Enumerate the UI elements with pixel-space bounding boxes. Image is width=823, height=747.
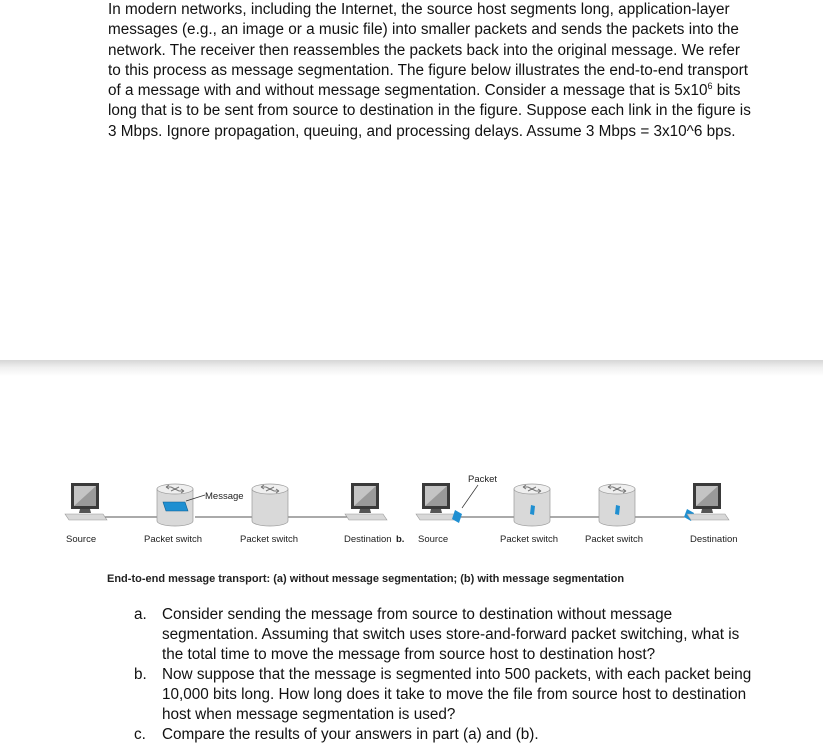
question-a-marker: a. (134, 606, 147, 623)
message-block (163, 502, 188, 511)
message-label: Message (205, 491, 244, 502)
question-c (134, 725, 754, 745)
problem-statement (108, 0, 753, 142)
label-switch1-b: Packet switch (500, 534, 559, 545)
label-destination-a: Destination (344, 534, 392, 545)
destination-computer-icon (345, 483, 387, 520)
question-b-marker: b. (134, 666, 147, 683)
label-switch1-a: Packet switch (144, 534, 203, 545)
question-b-text: Now suppose that the message is segmented into 500 packets, with each packet being 10,000 bits long. How long does it take to move the file from source host to destination host when message segmentation is used? (162, 666, 752, 723)
destination-computer-icon (687, 483, 729, 520)
packet-label: Packet (468, 474, 498, 485)
packet-switch-icon (514, 484, 550, 526)
label-destination-b: Destination (690, 534, 738, 545)
statement-part-1: In modern networks, including the Internet, the source host segments long, application-layer messages (e.g., an image or a music file) into smaller packets and sends the packets into the network. The receiver then reassembles the packets back into the original message. We refer to this process as message segmentation. The figure below illustrates the end-to-end transport of a message with and without message segmentation. Consider a message that is 5x10 (108, 1, 748, 100)
question-c-text: Compare the results of your answers in part (a) and (b). (162, 726, 539, 743)
label-source-a: Source (66, 534, 97, 545)
question-list (134, 605, 754, 745)
packet-switch-icon (252, 484, 288, 526)
packet-callout (462, 485, 478, 508)
question-b (134, 665, 754, 725)
message-segmentation-figure (0, 465, 823, 555)
label-source-b: Source (418, 534, 449, 545)
source-computer-icon (416, 483, 458, 520)
source-computer-icon (65, 483, 107, 520)
exponent: 6 (707, 81, 713, 92)
packet-switch-icon (599, 484, 635, 526)
page-divider (0, 360, 823, 376)
packet-switch-icon (157, 484, 193, 526)
label-part-b: b. (396, 534, 405, 545)
label-switch2-b: Packet switch (585, 534, 644, 545)
figure-caption: End-to-end message transport: (a) without message segmentation; (b) with message segmentation (107, 573, 625, 585)
statement-part-2: bits long that is to be sent from source to destination in the figure. Suppose each link in the figure is 3 Mbps. Ignore propagation, queuing, and processing delays. Assume 3 Mbps = 3x10^6 bps. (108, 82, 751, 140)
label-switch2-a: Packet switch (240, 534, 299, 545)
question-c-marker: c. (134, 726, 146, 743)
packet-in-transit (452, 510, 462, 523)
question-a (134, 605, 754, 665)
question-a-text: Consider sending the message from source to destination without message segmentation. Assuming that switch uses store-and-forward packet switching, what is the total time to move the message from source host to destination host? (162, 606, 740, 663)
